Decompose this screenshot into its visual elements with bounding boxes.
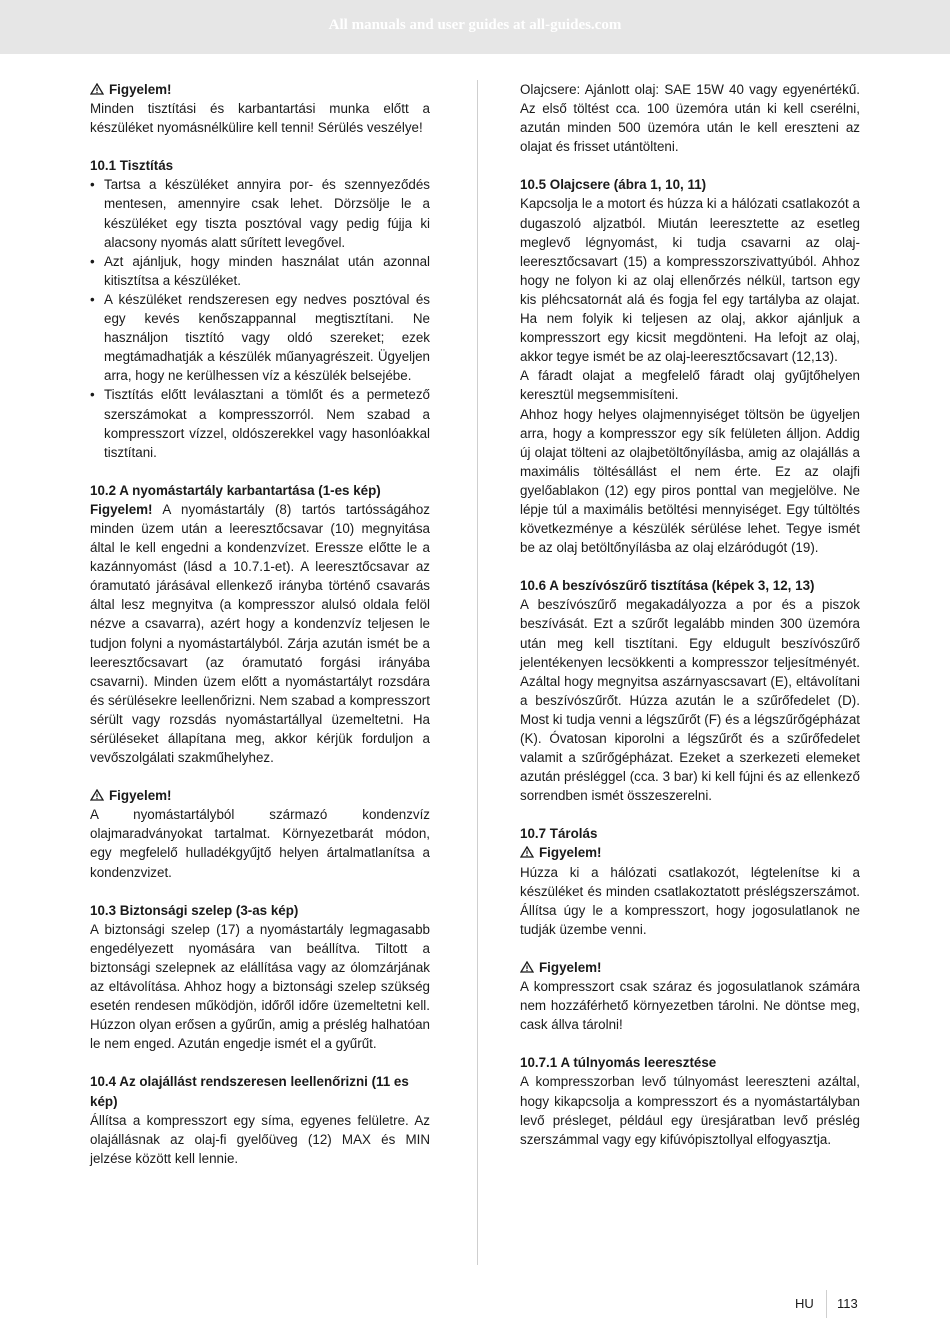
section-10-6-text: A beszívószűrő megakadályozza a por és a piszok beszívását. Ezt a szűrőt legalább minden 300 üzemóra után meg kell tisztítani. Egy eldugult beszívószűrő jelentékenyen lecsökkenti a kompresszor teljesítményét. Azáltal hogy megnyitsa aszárnyascsavart (E), eltávolítani a beszívószűrőt. Húzza azután le a szűrőfedelet (D). Most ki tudja venni a légszűrőt (F) és a légszűrőgépházat (K). Óvatosan kiporolni a légszűrőt és a szűrőfedelet valamit a szűrőgépházat. Ezeket a szerkezeti elemeket azután présléggel (cca. 3 bar) ki kell fújni és az ellenkező sorrendben ismét összeszerelni. [520, 597, 860, 804]
warning-label: Figyelem! [539, 959, 602, 975]
warning-triangle-icon [90, 83, 104, 95]
left-column [90, 80, 430, 1168]
section-10-4-heading: 10.4 Az olajállást rendszeresen leellenőrizni (11 es kép) [90, 1074, 409, 1109]
section-10-5-heading: 10.5 Olajcsere (ábra 1, 10, 11) [520, 177, 707, 193]
warning-label: Figyelem! [109, 82, 172, 97]
section-10-7-1-text: A kompresszorban levő túlnyomást leereszteni azáltal, hogy kikapcsolja a kompresszort és a nyomástartályban levő présleget, például egy üresjáratban levő préslég szerszámmal vagy egy kifúvópisztollyal elfogyasztja. [520, 1074, 860, 1147]
section-10-4-text: Állítsa a kompresszort egy síma, egyenes felületre. Az olajállásnak az olaj-fi gyelőüveg (12) MAX és MIN jelzése között kell lennie. [90, 1112, 430, 1166]
section-10-2-text [90, 500, 430, 767]
page-number: 113 [837, 1296, 858, 1311]
language-code: HU [795, 1296, 814, 1311]
warning-text: A nyomástartályból származó kondenzvíz olajmaradványokat tartalmat. Környezetbarát módon, egy megfelelő hulladékgyűjtő helyen ártalmatlanítsa a kondenzvizet. [90, 807, 430, 880]
warning-triangle-icon [520, 961, 534, 973]
column-divider [477, 80, 478, 1265]
section-10-6-heading: 10.6 A beszívószűrő tisztítása (képek 3, 12, 13) [520, 578, 815, 594]
warning-heading [90, 80, 430, 99]
footer-divider [826, 1290, 827, 1318]
warning-heading [520, 958, 860, 977]
list-item: • A készüléket rendszeresen egy nedves posztóval és egy kevés kenőszappannal megtisztítani. Ne használjon tisztító vagy oldó szereket; ezek megtámadhatják a készülék műanyagrészeit. Ügyeljen arra, hogy ne kerülhessen víz a készülék belsejébe. [90, 290, 430, 385]
section-10-5-text: Kapcsolja le a motort és húzza ki a hálózati csatlakozót a dugaszoló aljzatból. Miután leeresztette az esetleg meglevő légnyomást, ki tudja csavarni az olaj-leeresztőcsavart (15) a kompresszorszivattyúból. Ahhoz hogy ne folyon ki az olaj ellenőrzés nélkül, tartson egy kis pléhcsatornát alá és fogja fel egy tartályba az olajat. Ha nem folyik ki teljesen az olaj, akkor ajánljuk a kompresszort egy kicsit megdönteni. Ha lefojt az olaj, akkor tegye ismét be az olaj-leeresztőcsavart (12,13). [520, 196, 860, 365]
section-10-2-lead: Figyelem! [90, 501, 153, 517]
section-10-3-text: A biztonsági szelep (17) a nyomástartály legmagasabb engedélyezett nyomására van beállítva. Tiltott a biztonsági szelepnek az elállítása vagy az ólomzárjának az eltávolítása. Ahhoz hogy a biztonsági szelep szükség esetén rendesen működjön, időről időre üzemeltetni kell. Húzzon olyan erősen a gyűrűn, amig a préslég halhatóan le nem enged. Azután engedje ismét el a gyűrűt. [90, 921, 430, 1052]
warning-triangle-icon [520, 846, 534, 858]
list-item: • Azt ajánljuk, hogy minden használat után azonnal kitisztítsa a készüléket. [90, 252, 430, 290]
warning-label: Figyelem! [539, 845, 602, 861]
section-10-5-text-2: A fáradt olajat a megfelelő fáradt olaj gyűjtőhelyen keresztül megsemmisíteni. [520, 368, 860, 403]
site-banner [0, 0, 950, 54]
warning-text: Minden tisztítási és karbantartási munka előtt a készüléket nyomásnélkülire kell tenni! Sérülés veszélye! [90, 101, 430, 136]
section-10-7-1-heading: 10.7.1 A túlnyomás leeresztése [520, 1055, 717, 1071]
list-item: • Tartsa a készüléket annyira por- és szennyeződés mentesen, amennyire csak lehet. Dörzsölje le a készüléket egy tiszta posztóval vagy pedig fújja ki alacsony nyomás alatt sűrített levegővel. [90, 175, 430, 251]
section-10-2-heading: 10.2 A nyomástartály karbantartása (1-es kép) [90, 482, 381, 498]
warning-heading [520, 843, 860, 862]
right-column [520, 80, 860, 1149]
warning-label: Figyelem! [109, 788, 172, 804]
cleaning-list [90, 175, 430, 461]
warning-triangle-icon [90, 789, 104, 801]
oil-change-note: Olajcsere: Ajánlott olaj: SAE 15W 40 vagy egyenértékű. Az első töltést cca. 100 üzemóra után ki kell cserélni, azután minden 500 üzemóra után le kell ereszteni az olajat és frisset utántölteni. [520, 82, 860, 155]
warning-text: A kompresszort csak száraz és jogosulatlanok számára nem hozzáférhető környezetben tárolni. Ne döntse meg, cask állva tárolni! [520, 979, 860, 1033]
banner-text: All manuals and user guides at all-guides.com [328, 17, 622, 33]
section-10-5-text-3: Ahhoz hogy helyes olajmennyiséget töltsön be ügyeljen arra, hogy a kompresszor egy sík felületen álljon. Addig új olajat tölteni az olajbetöltőnyílásba, amig az olajállás a maximális töltésállást el nem érte. Ez az olajfi gyelőablakon (12) egy piros ponttal van megjelölve. Ne lépje túl a maximális betöltési mennyiséget. Egy túltöltés következménye a készülék sérülése lehet. Tegye ismét be az olaj betöltőnyílásba az olaj elzáródugót (19). [520, 406, 860, 556]
section-10-7-text: Húzza ki a hálózati csatlakozót, légtelenítse ki a készüléket és minden csatlakoztatott préslégszerszámot. Állítsa úgy le a kompresszort, hogy jogosulatlanok ne tudják üzembe venni. [520, 864, 860, 937]
warning-heading [90, 786, 430, 805]
section-10-3-heading: 10.3 Biztonsági szelep (3-as kép) [90, 902, 299, 918]
section-10-1-heading: 10.1 Tisztítás [90, 158, 174, 174]
section-10-7-heading: 10.7 Tárolás [520, 826, 598, 842]
section-10-2-body: A nyomástartály (8) tartós tartósságához minden üzem után a leeresztőcsavar (10) megnyitása által le kell engedni a kondenzvízet. Eressze előtte le a kazánnyomást (lásd a 10.7.1-et). A leeresztőcsavar az óramutató járásával ellenkező irányba történő csavarás által lesz megnyitva (a kompresszor alulsó oldala felöl nézve a csavarra), azért hogy a kondenzvíz teljesen le tudjon folyni a nyomástartályból. Zárja azután ismét be a leeresztőcsavart (az óramutató forgási irányába csavarni). Minden üzem előtt a nyomástartályt rozsdára és sérülésekre leellenőrizni. Nem szabad a kompresszort sérült vagy rozsdás nyomástartállyal üzemeltetni. Ha sérüléseket állapítana meg, akkor kérjük forduljon a vevőszolgálati szakműhelyhez. [90, 501, 430, 766]
list-item: • Tisztítás előtt leválasztani a tömlőt és a permetező szerszámokat a kompresszorról. Nem szabad a kompresszort vízzel, oldószerekkel vagy hasonlóakkal tisztítani. [90, 385, 430, 461]
